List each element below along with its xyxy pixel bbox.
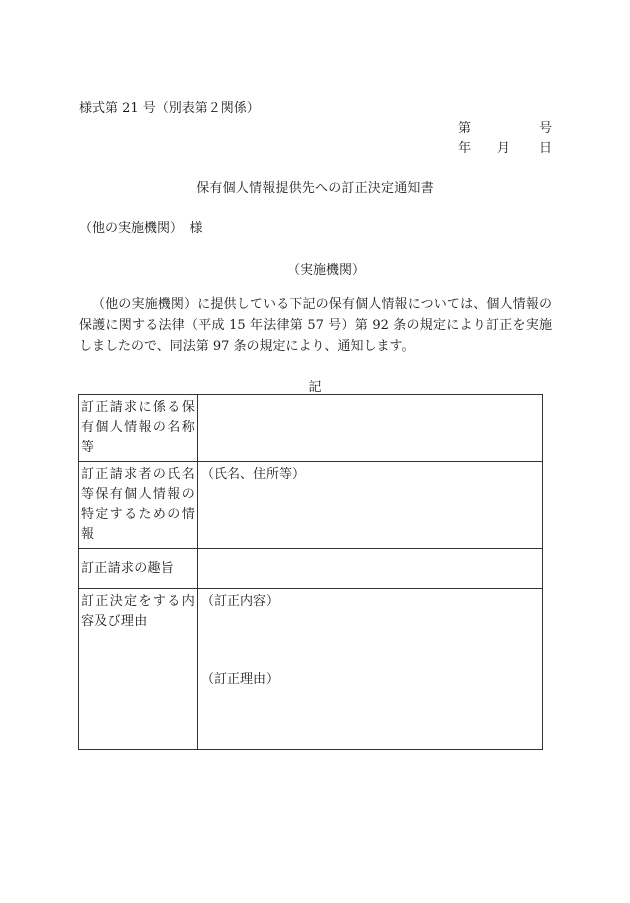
sender: （実施機関）: [286, 263, 365, 278]
form-number: 様式第 21 号（別表第２関係）: [79, 101, 260, 116]
correction-content-label: （訂正内容）: [201, 594, 280, 609]
ki-heading: 記: [308, 380, 322, 395]
issue-number-row: [458, 117, 552, 135]
row-label-purpose: 訂正請求の趣旨: [79, 549, 198, 589]
table-row: [79, 462, 543, 549]
recipient: （他の実施機関） 様: [79, 221, 203, 236]
document-title: 保有個人情報提供先への訂正決定通知書: [196, 181, 434, 196]
table-row: [79, 589, 543, 750]
row-value-info-name: [198, 395, 543, 462]
row-label-requester: 訂正請求者の氏名等保有個人情報の特定するための情報: [79, 462, 198, 549]
row-label-decision: 訂正決定をする内容及び理由: [79, 589, 198, 750]
row-value-purpose: [198, 549, 543, 589]
issue-number-suffix: 号: [539, 121, 553, 136]
issue-date-month: 月: [497, 141, 511, 156]
row-label-info-name: 訂正請求に係る保有個人情報の名称等: [79, 395, 198, 462]
row-value-decision: [198, 589, 543, 750]
body-paragraph: （他の実施機関）に提供している下記の保有個人情報については、個人情報の保護に関する法律（平成 15 年法律第 57 号）第 92 条の規定により訂正を実施しましたので、同法第 97 条の規定により、通知します。: [79, 297, 552, 354]
detail-table: [78, 394, 543, 750]
correction-reason-label: （訂正理由）: [201, 672, 280, 687]
issue-number-prefix: 第: [458, 121, 472, 136]
issue-date-year: 年: [458, 141, 472, 156]
issue-date-row: [458, 137, 552, 155]
row-value-requester: （氏名、住所等）: [198, 462, 543, 549]
issue-date-day: 日: [539, 141, 553, 156]
table-row: [79, 395, 543, 462]
table-row: [79, 549, 543, 589]
body-text: [79, 294, 552, 357]
